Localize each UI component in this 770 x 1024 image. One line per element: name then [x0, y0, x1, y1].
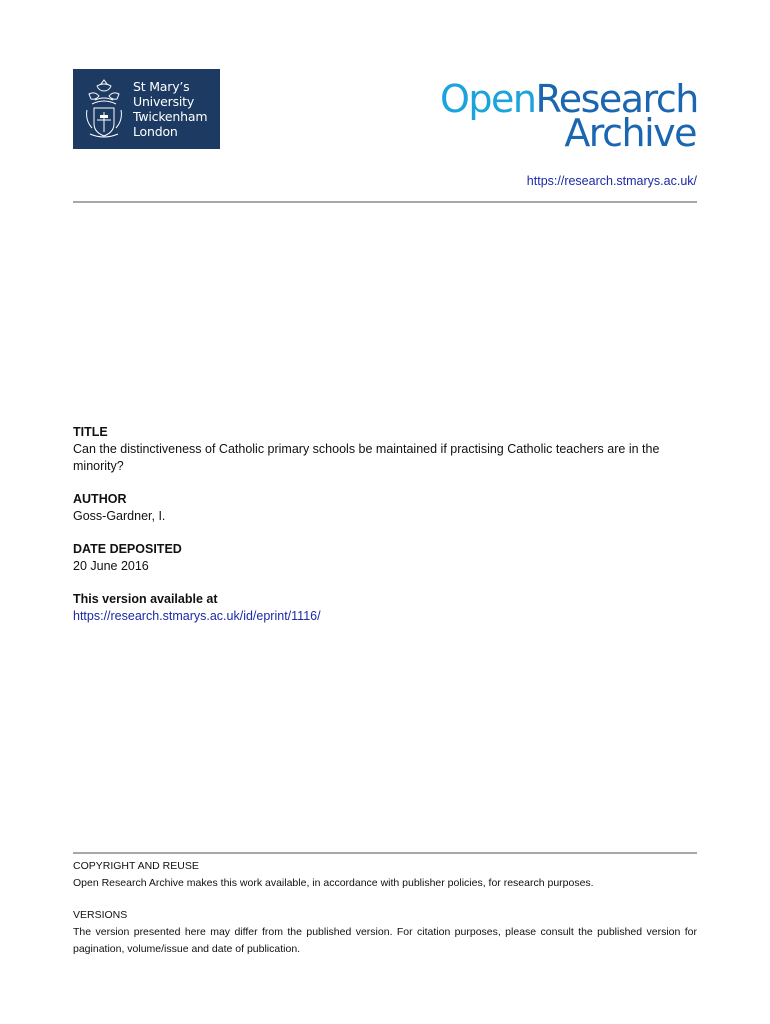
- author-value: Goss-Gardner, I.: [73, 509, 166, 523]
- title-value: Can the distinctiveness of Catholic primary schools be maintained if practising Catholic teachers are in the minority?: [73, 442, 660, 473]
- version-link[interactable]: https://research.stmarys.ac.uk/id/eprint/1116/: [73, 609, 321, 623]
- logo-word-archive: Archive: [564, 111, 696, 155]
- university-name-line: University: [133, 94, 195, 109]
- header-divider: [73, 201, 697, 203]
- university-name-line: St Mary’s: [133, 79, 190, 94]
- copyright-section: [73, 858, 697, 892]
- university-name-line: London: [133, 124, 178, 139]
- repository-link[interactable]: https://research.stmarys.ac.uk/: [526, 174, 697, 188]
- title-label: TITLE: [73, 425, 108, 439]
- author-section: [73, 491, 697, 525]
- university-logo: [73, 69, 220, 149]
- author-label: AUTHOR: [73, 492, 127, 506]
- date-label: DATE DEPOSITED: [73, 542, 182, 556]
- university-crest-icon: [81, 76, 127, 142]
- logo-word-research: Research: [535, 77, 698, 121]
- university-name: [133, 79, 207, 139]
- logo-word-open: Open: [440, 77, 536, 121]
- copyright-heading: COPYRIGHT AND REUSE: [73, 860, 199, 872]
- footer-divider: [73, 852, 697, 854]
- title-section: [73, 424, 697, 475]
- date-value: 20 June 2016: [73, 559, 149, 573]
- version-label: This version available at: [73, 592, 218, 606]
- versions-text: The version presented here may differ from the published version. For citation purposes, please consult the published version for pagination, volume/issue and date of publication.: [73, 926, 697, 955]
- record-metadata: [73, 424, 697, 641]
- versions-section: [73, 907, 697, 958]
- date-section: [73, 541, 697, 575]
- open-research-archive-logo: [440, 78, 698, 154]
- version-section: [73, 591, 697, 625]
- footer: [73, 858, 697, 973]
- versions-heading: VERSIONS: [73, 909, 128, 921]
- copyright-text: Open Research Archive makes this work available, in accordance with publisher policies, for research purposes.: [73, 877, 594, 889]
- university-name-line: Twickenham: [133, 109, 208, 124]
